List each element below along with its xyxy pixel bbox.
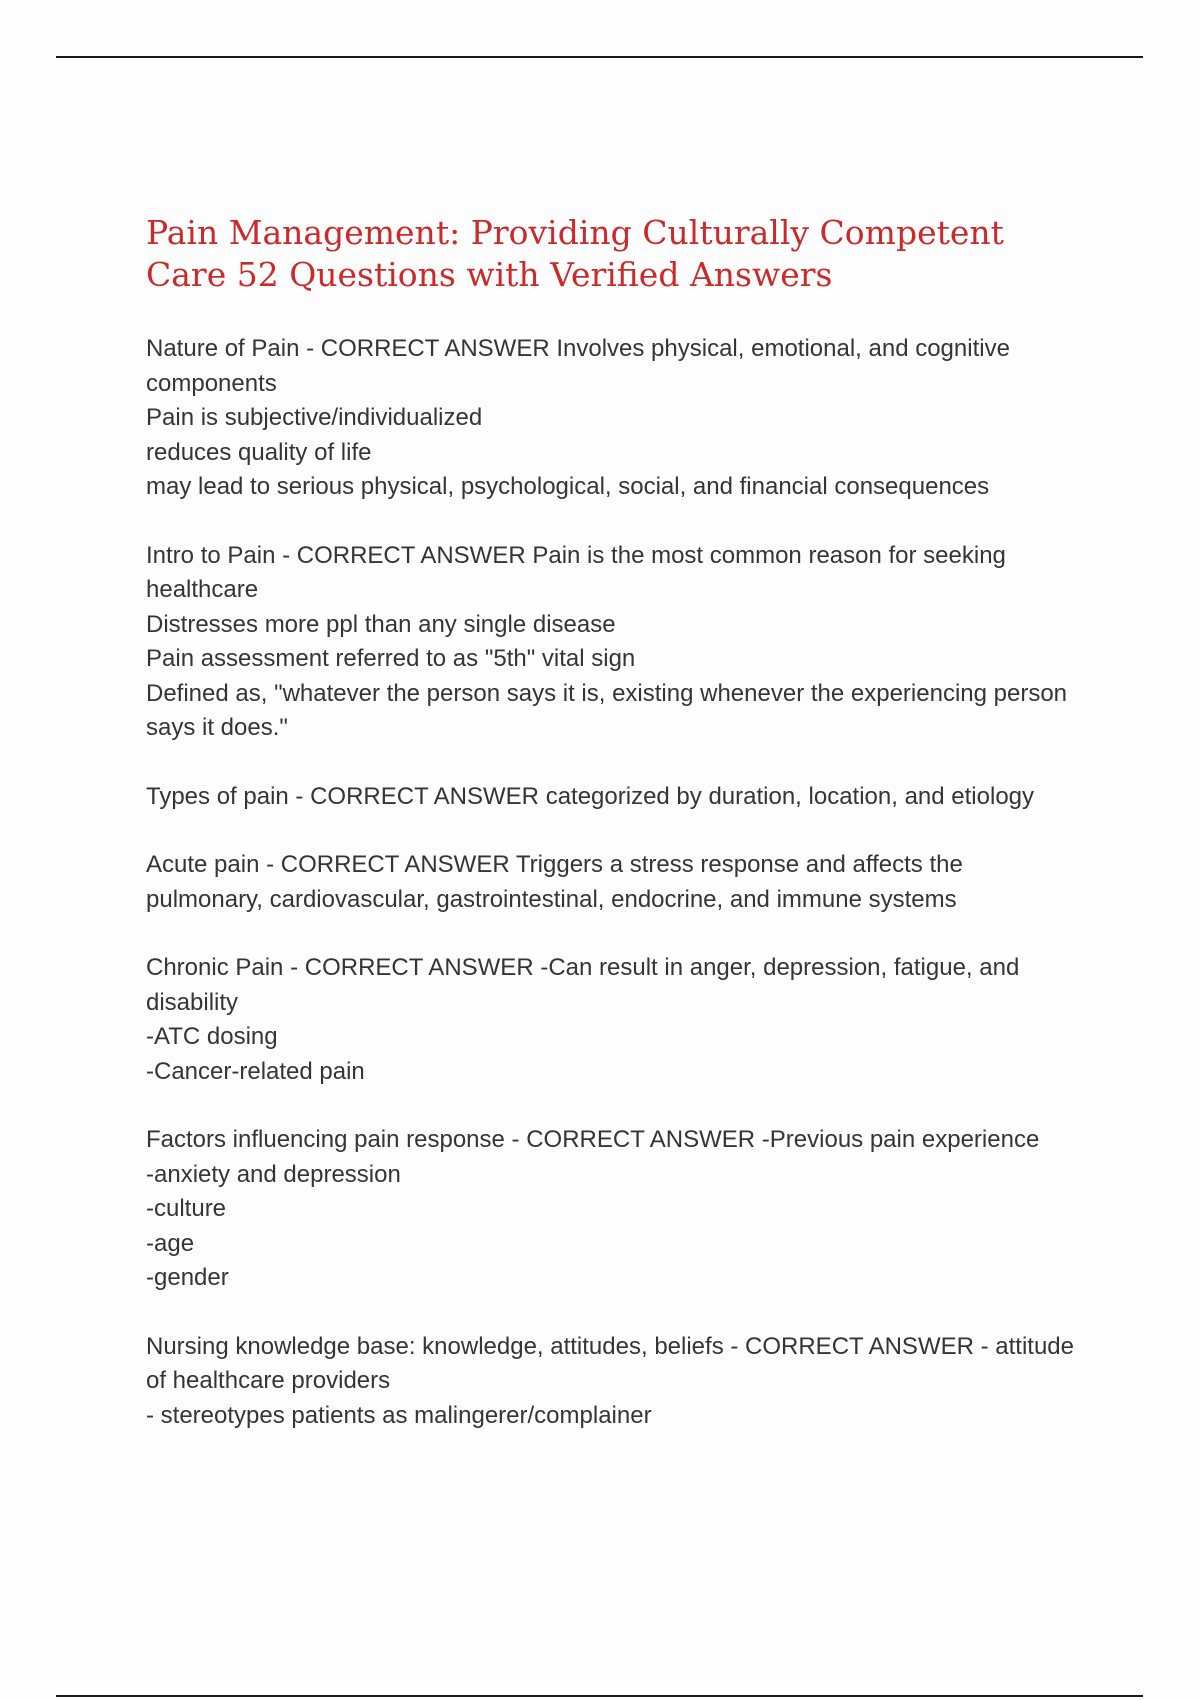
qa-item-acute-pain [146,848,1076,917]
qa-answer-line: Pain is subjective/individualized [146,404,483,431]
footer-rule [56,1695,1143,1697]
qa-answer-line: Pain assessment referred to as "5th" vital sign [146,645,636,672]
qa-term: Chronic Pain [146,954,284,981]
qa-answer-line: Defined as, "whatever the person says it is, existing whenever the experiencing person says it does." [146,679,1068,741]
qa-first-line: Chronic Pain - CORRECT ANSWER -Can result in anger, depression, fatigue, and disability [146,954,1020,1016]
qa-answer: Pain is the most common reason for seeking healthcare [146,541,1006,603]
qa-term: Acute pain [146,851,260,878]
qa-term: Factors influencing pain response [146,1126,505,1153]
qa-item-types-of-pain [146,780,1076,815]
qa-term: Nature of Pain [146,335,300,362]
answer-marker: CORRECT ANSWER [526,1126,756,1153]
qa-term: Types of pain [146,782,289,810]
qa-first-line: Nature of Pain - CORRECT ANSWER Involves physical, emotional, and cognitive components [146,335,1010,397]
answer-marker: CORRECT ANSWER [304,954,534,981]
answer-marker: CORRECT ANSWER [280,851,510,878]
qa-term: Intro to Pain [146,541,276,569]
qa-term: Nursing knowledge base: knowledge, attitudes, beliefs [146,1332,724,1360]
qa-first-line: Types of pain - CORRECT ANSWER categorized by duration, location, and etiology [146,782,1035,810]
answer-marker: CORRECT ANSWER [310,782,540,810]
qa-first-line: Acute pain - CORRECT ANSWER Triggers a stress response and affects the pulmonary, cardiovascular, gastrointestinal, endocrine, and immune systems [146,851,963,913]
qa-first-line: Intro to Pain - CORRECT ANSWER Pain is the most common reason for seeking healthcare [146,541,1006,603]
qa-answer-line: - stereotypes patients as malingerer/complainer [146,1401,652,1429]
qa-answer-line: -age [146,1229,195,1257]
qa-answer-line: reduces quality of life [146,438,372,466]
qa-first-line: Nursing knowledge base: knowledge, attitudes, beliefs - CORRECT ANSWER - attitude of healthcare providers [146,1332,1074,1394]
qa-answer-line: -anxiety and depression [146,1160,401,1188]
qa-answer-line: Distresses more ppl than any single disease [146,610,616,638]
qa-answer: -Previous pain experience [761,1126,1040,1153]
answer-marker: CORRECT ANSWER [296,541,526,569]
document-body [146,212,1076,1467]
qa-answer: categorized by duration, location, and etiology [545,782,1035,810]
qa-answer: Involves physical, emotional, and cognitive components [146,335,1010,397]
qa-item-nature-of-pain [146,332,1076,505]
qa-answer: -Can result in anger, depression, fatigue, and disability [146,954,1020,1016]
answer-marker: CORRECT ANSWER [320,335,550,362]
qa-item-intro-to-pain [146,539,1076,746]
qa-answer-line: -gender [146,1264,229,1291]
qa-answer-line: -ATC dosing [146,1023,278,1050]
qa-item-factors-influencing [146,1123,1076,1296]
qa-answer: Triggers a stress response and affects the pulmonary, cardiovascular, gastrointestinal, endocrine, and immune systems [146,851,963,913]
qa-item-nursing-knowledge [146,1330,1076,1434]
header-rule [56,56,1143,58]
qa-item-chronic-pain [146,951,1076,1089]
qa-answer-line: -culture [146,1195,227,1222]
answer-marker: CORRECT ANSWER [745,1332,974,1360]
qa-answer-line: may lead to serious physical, psychological, social, and financial consequences [146,473,990,500]
qa-answer-line: -Cancer-related pain [146,1057,365,1085]
qa-first-line: Factors influencing pain response - CORRECT ANSWER -Previous pain experience [146,1126,1040,1153]
document-title: Pain Management: Providing Culturally Competent Care 52 Questions with Verified Answers [146,213,1004,294]
qa-answer: - attitude of healthcare providers [146,1332,1074,1394]
